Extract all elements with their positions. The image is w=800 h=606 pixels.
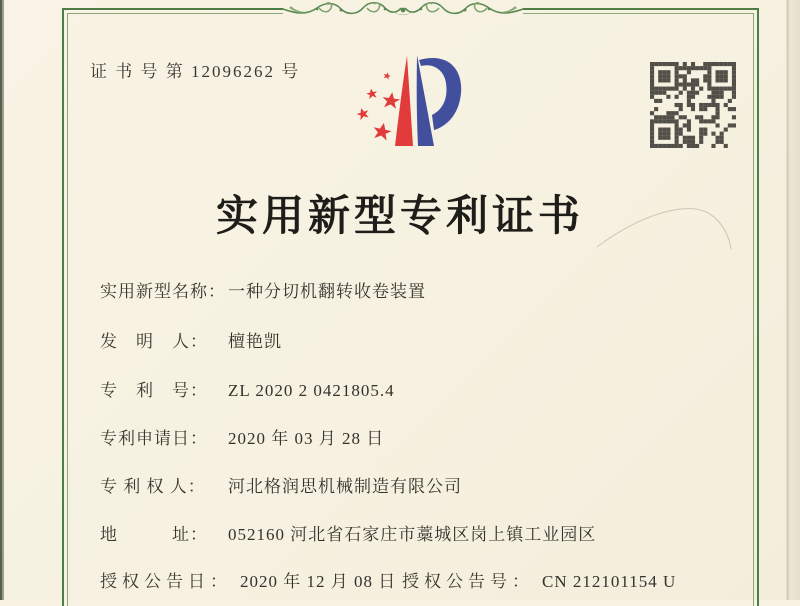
field-value: 一种分切机翻转收卷装置 xyxy=(228,282,426,301)
field-value: ZL 2020 2 0421805.4 xyxy=(228,381,395,400)
grant-number-label: 授权公告号： xyxy=(402,572,534,591)
field-value: 河北格润思机械制造有限公司 xyxy=(228,477,462,496)
field-label: 专利申请日： xyxy=(100,429,208,448)
certificate-title: 实用新型专利证书 xyxy=(215,194,584,240)
grant-date-label: 授权公告日： xyxy=(100,572,232,591)
field-row-name xyxy=(100,282,426,302)
grant-date-field xyxy=(100,572,396,592)
field-row-patent-number xyxy=(100,381,395,401)
field-label: 专 利 权 人： xyxy=(100,477,206,496)
field-row-address xyxy=(100,525,596,545)
field-label: 地 址： xyxy=(100,525,208,544)
field-label: 发 明 人： xyxy=(100,332,208,351)
field-value: 檀艳凯 xyxy=(228,332,282,351)
grant-number-value: CN 212101154 U xyxy=(542,572,677,591)
field-row-inventor xyxy=(100,332,282,352)
field-row-application-date xyxy=(100,429,384,449)
field-row-patentee xyxy=(100,477,462,497)
field-label: 实用新型名称： xyxy=(100,282,226,301)
cnipa-patent-logo-icon xyxy=(335,53,465,180)
page-edge-left xyxy=(0,0,4,600)
qr-code-icon xyxy=(650,62,736,148)
page-edge-right xyxy=(786,0,800,600)
grant-date-value: 2020 年 12 月 08 日 xyxy=(240,572,397,591)
green-flourish-ornament-icon xyxy=(283,0,523,20)
field-value: 2020 年 03 月 28 日 xyxy=(228,429,385,448)
field-value: 052160 河北省石家庄市藁城区岗上镇工业园区 xyxy=(228,525,597,544)
field-label: 专 利 号： xyxy=(100,381,208,400)
serial-number: 证 书 号 第 12096262 号 xyxy=(90,62,301,81)
grant-number-field xyxy=(402,572,676,592)
